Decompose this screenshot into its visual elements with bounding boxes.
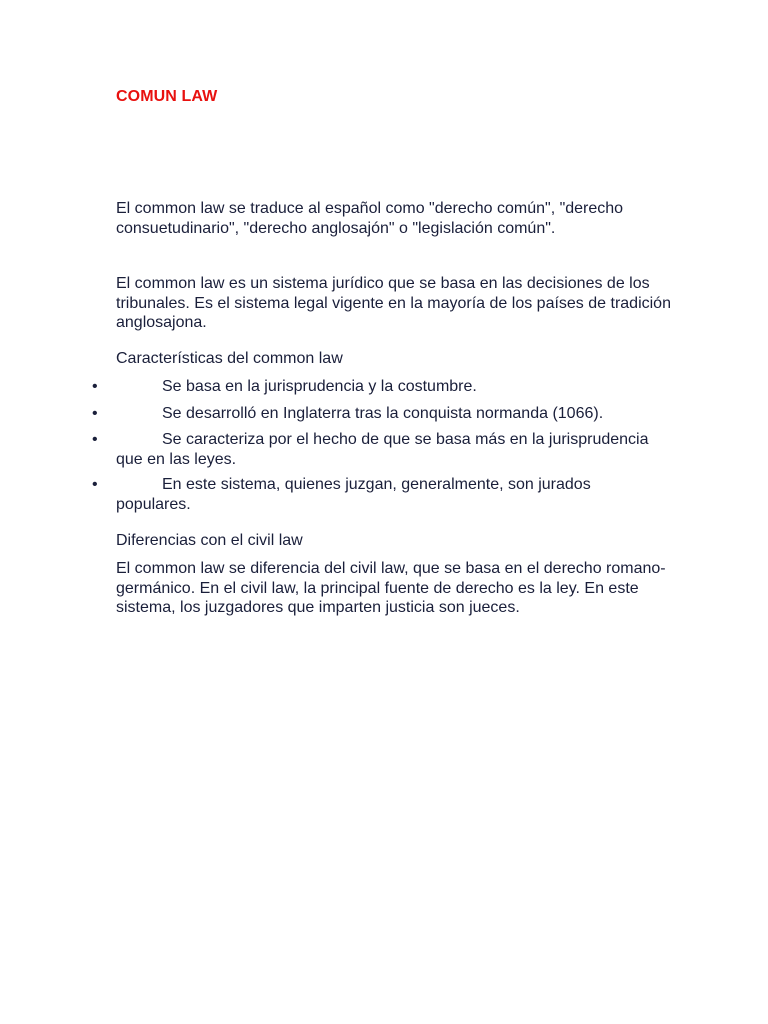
intro-paragraph: El common law se traduce al español como "derecho común", "derecho consuetudinario", "derecho anglosajón" o "legislación común". [116,200,624,237]
characteristics-heading: Características del common law [116,350,343,367]
bullet-icon: • [92,476,98,493]
bullet-icon: • [92,431,98,448]
document-title: COMUN LAW [116,88,218,105]
list-item-text: Se basa en la jurisprudencia y la costumbre. [162,378,477,395]
differences-heading: Diferencias con el civil law [116,532,303,549]
differences-paragraph: El common law se diferencia del civil law, que se basa en el derecho romano-germánico. En el civil law, la principal fuente de derecho es la ley. En este sistema, los juzgadores que imparten justicia son jueces. [116,560,666,616]
list-item-text: En este sistema, quienes juzgan, generalmente, son jurados populares. [116,476,591,513]
list-item-text: Se caracteriza por el hecho de que se basa más en la jurisprudencia que en las leyes. [116,431,649,468]
definition-paragraph: El common law es un sistema jurídico que se basa en las decisiones de los tribunales. Es el sistema legal vigente en la mayoría de los países de tradición anglosajona. [116,275,671,331]
list-item-text: Se desarrolló en Inglaterra tras la conquista normanda (1066). [162,405,604,422]
bullet-icon: • [92,405,98,422]
bullet-icon: • [92,378,98,395]
